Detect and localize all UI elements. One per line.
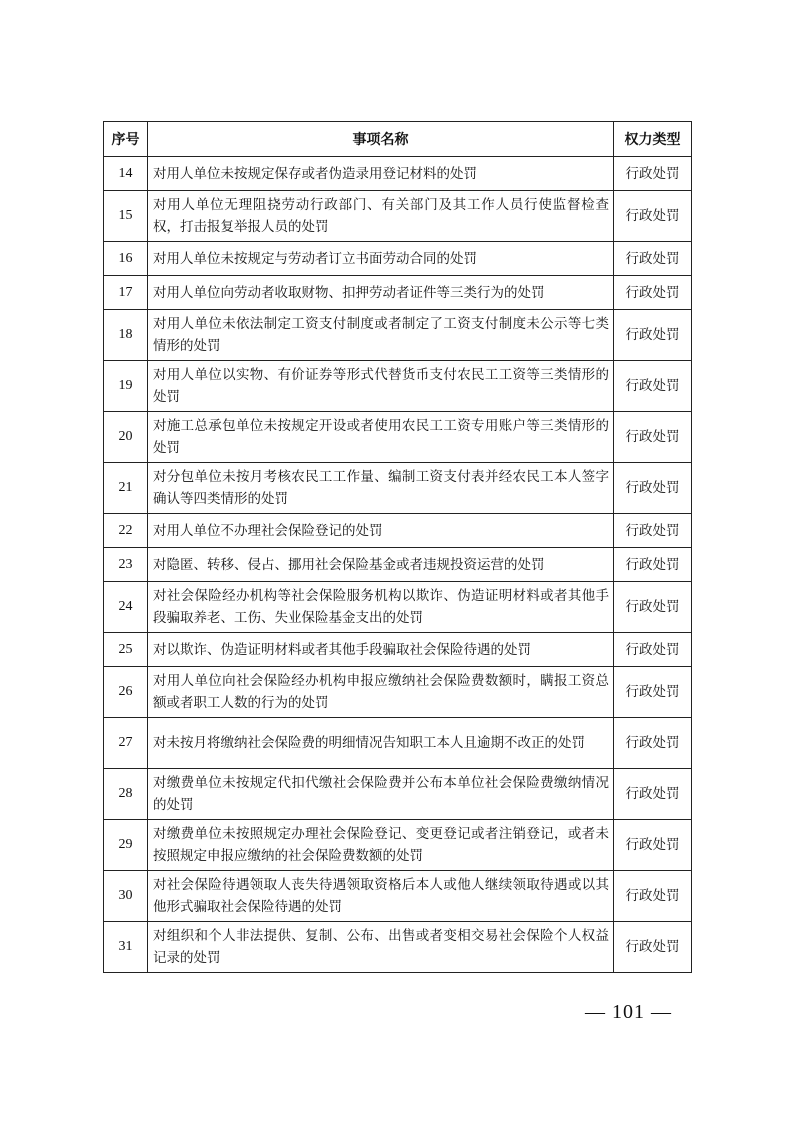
- row-power-type: 行政处罚: [614, 276, 692, 310]
- header-serial-number: 序号: [104, 122, 148, 157]
- row-item-name: 对用人单位未按规定保存或者伪造录用登记材料的处罚: [148, 157, 614, 191]
- table-row: [104, 157, 692, 191]
- page-number: — 101 —: [585, 1001, 672, 1023]
- row-serial-number: 15: [104, 191, 148, 242]
- table-row: [104, 769, 692, 820]
- row-power-type: 行政处罚: [614, 633, 692, 667]
- row-serial-number: 19: [104, 361, 148, 412]
- table-row: [104, 582, 692, 633]
- row-power-type: 行政处罚: [614, 769, 692, 820]
- header-row: [104, 122, 692, 157]
- row-power-type: 行政处罚: [614, 871, 692, 922]
- row-item-name: 对未按月将缴纳社会保险费的明细情况告知职工本人且逾期不改正的处罚: [148, 718, 614, 769]
- row-power-type: 行政处罚: [614, 667, 692, 718]
- table-row: [104, 514, 692, 548]
- row-serial-number: 21: [104, 463, 148, 514]
- row-power-type: 行政处罚: [614, 922, 692, 973]
- row-item-name: 对用人单位向劳动者收取财物、扣押劳动者证件等三类行为的处罚: [148, 276, 614, 310]
- row-power-type: 行政处罚: [614, 191, 692, 242]
- row-item-name: 对组织和个人非法提供、复制、公布、出售或者变相交易社会保险个人权益记录的处罚: [148, 922, 614, 973]
- row-serial-number: 17: [104, 276, 148, 310]
- row-power-type: 行政处罚: [614, 361, 692, 412]
- row-power-type: 行政处罚: [614, 514, 692, 548]
- table-row: [104, 310, 692, 361]
- row-item-name: 对社会保险待遇领取人丧失待遇领取资格后本人或他人继续领取待遇或以其他形式骗取社会保险待遇的处罚: [148, 871, 614, 922]
- row-item-name: 对用人单位未依法制定工资支付制度或者制定了工资支付制度未公示等七类情形的处罚: [148, 310, 614, 361]
- row-power-type: 行政处罚: [614, 820, 692, 871]
- row-serial-number: 31: [104, 922, 148, 973]
- header-item-name: 事项名称: [148, 122, 614, 157]
- row-serial-number: 24: [104, 582, 148, 633]
- header-power-type: 权力类型: [614, 122, 692, 157]
- row-item-name: 对施工总承包单位未按规定开设或者使用农民工工资专用账户等三类情形的处罚: [148, 412, 614, 463]
- row-item-name: 对用人单位不办理社会保险登记的处罚: [148, 514, 614, 548]
- row-serial-number: 16: [104, 242, 148, 276]
- table-body: [104, 157, 692, 973]
- table-row: [104, 548, 692, 582]
- row-item-name: 对用人单位无理阻挠劳动行政部门、有关部门及其工作人员行使监督检查权，打击报复举报人员的处罚: [148, 191, 614, 242]
- row-item-name: 对缴费单位未按照规定办理社会保险登记、变更登记或者注销登记，或者未按照规定申报应缴纳的社会保险费数额的处罚: [148, 820, 614, 871]
- table-row: [104, 191, 692, 242]
- table-row: [104, 463, 692, 514]
- row-item-name: 对用人单位未按规定与劳动者订立书面劳动合同的处罚: [148, 242, 614, 276]
- row-power-type: 行政处罚: [614, 582, 692, 633]
- table-row: [104, 276, 692, 310]
- row-item-name: 对用人单位向社会保险经办机构申报应缴纳社会保险费数额时，瞒报工资总额或者职工人数的行为的处罚: [148, 667, 614, 718]
- row-item-name: 对缴费单位未按规定代扣代缴社会保险费并公布本单位社会保险费缴纳情况的处罚: [148, 769, 614, 820]
- table-row: [104, 242, 692, 276]
- row-power-type: 行政处罚: [614, 718, 692, 769]
- row-power-type: 行政处罚: [614, 157, 692, 191]
- row-serial-number: 23: [104, 548, 148, 582]
- row-serial-number: 30: [104, 871, 148, 922]
- row-serial-number: 25: [104, 633, 148, 667]
- row-serial-number: 29: [104, 820, 148, 871]
- row-power-type: 行政处罚: [614, 548, 692, 582]
- row-item-name: 对隐匿、转移、侵占、挪用社会保险基金或者违规投资运营的处罚: [148, 548, 614, 582]
- row-serial-number: 27: [104, 718, 148, 769]
- row-item-name: 对社会保险经办机构等社会保险服务机构以欺诈、伪造证明材料或者其他手段骗取养老、工伤、失业保险基金支出的处罚: [148, 582, 614, 633]
- table-row: [104, 871, 692, 922]
- table-row: [104, 820, 692, 871]
- table-row: [104, 361, 692, 412]
- row-serial-number: 26: [104, 667, 148, 718]
- row-serial-number: 14: [104, 157, 148, 191]
- row-item-name: 对用人单位以实物、有价证券等形式代替货币支付农民工工资等三类情形的处罚: [148, 361, 614, 412]
- table-row: [104, 922, 692, 973]
- row-serial-number: 20: [104, 412, 148, 463]
- row-serial-number: 18: [104, 310, 148, 361]
- table-row: [104, 718, 692, 769]
- table-header: [104, 122, 692, 157]
- row-serial-number: 22: [104, 514, 148, 548]
- table-row: [104, 633, 692, 667]
- table-row: [104, 412, 692, 463]
- row-item-name: 对以欺诈、伪造证明材料或者其他手段骗取社会保险待遇的处罚: [148, 633, 614, 667]
- row-power-type: 行政处罚: [614, 463, 692, 514]
- row-power-type: 行政处罚: [614, 242, 692, 276]
- row-item-name: 对分包单位未按月考核农民工工作量、编制工资支付表并经农民工本人签字确认等四类情形的处罚: [148, 463, 614, 514]
- row-serial-number: 28: [104, 769, 148, 820]
- row-power-type: 行政处罚: [614, 412, 692, 463]
- table-row: [104, 667, 692, 718]
- row-power-type: 行政处罚: [614, 310, 692, 361]
- power-list-table: [103, 121, 692, 973]
